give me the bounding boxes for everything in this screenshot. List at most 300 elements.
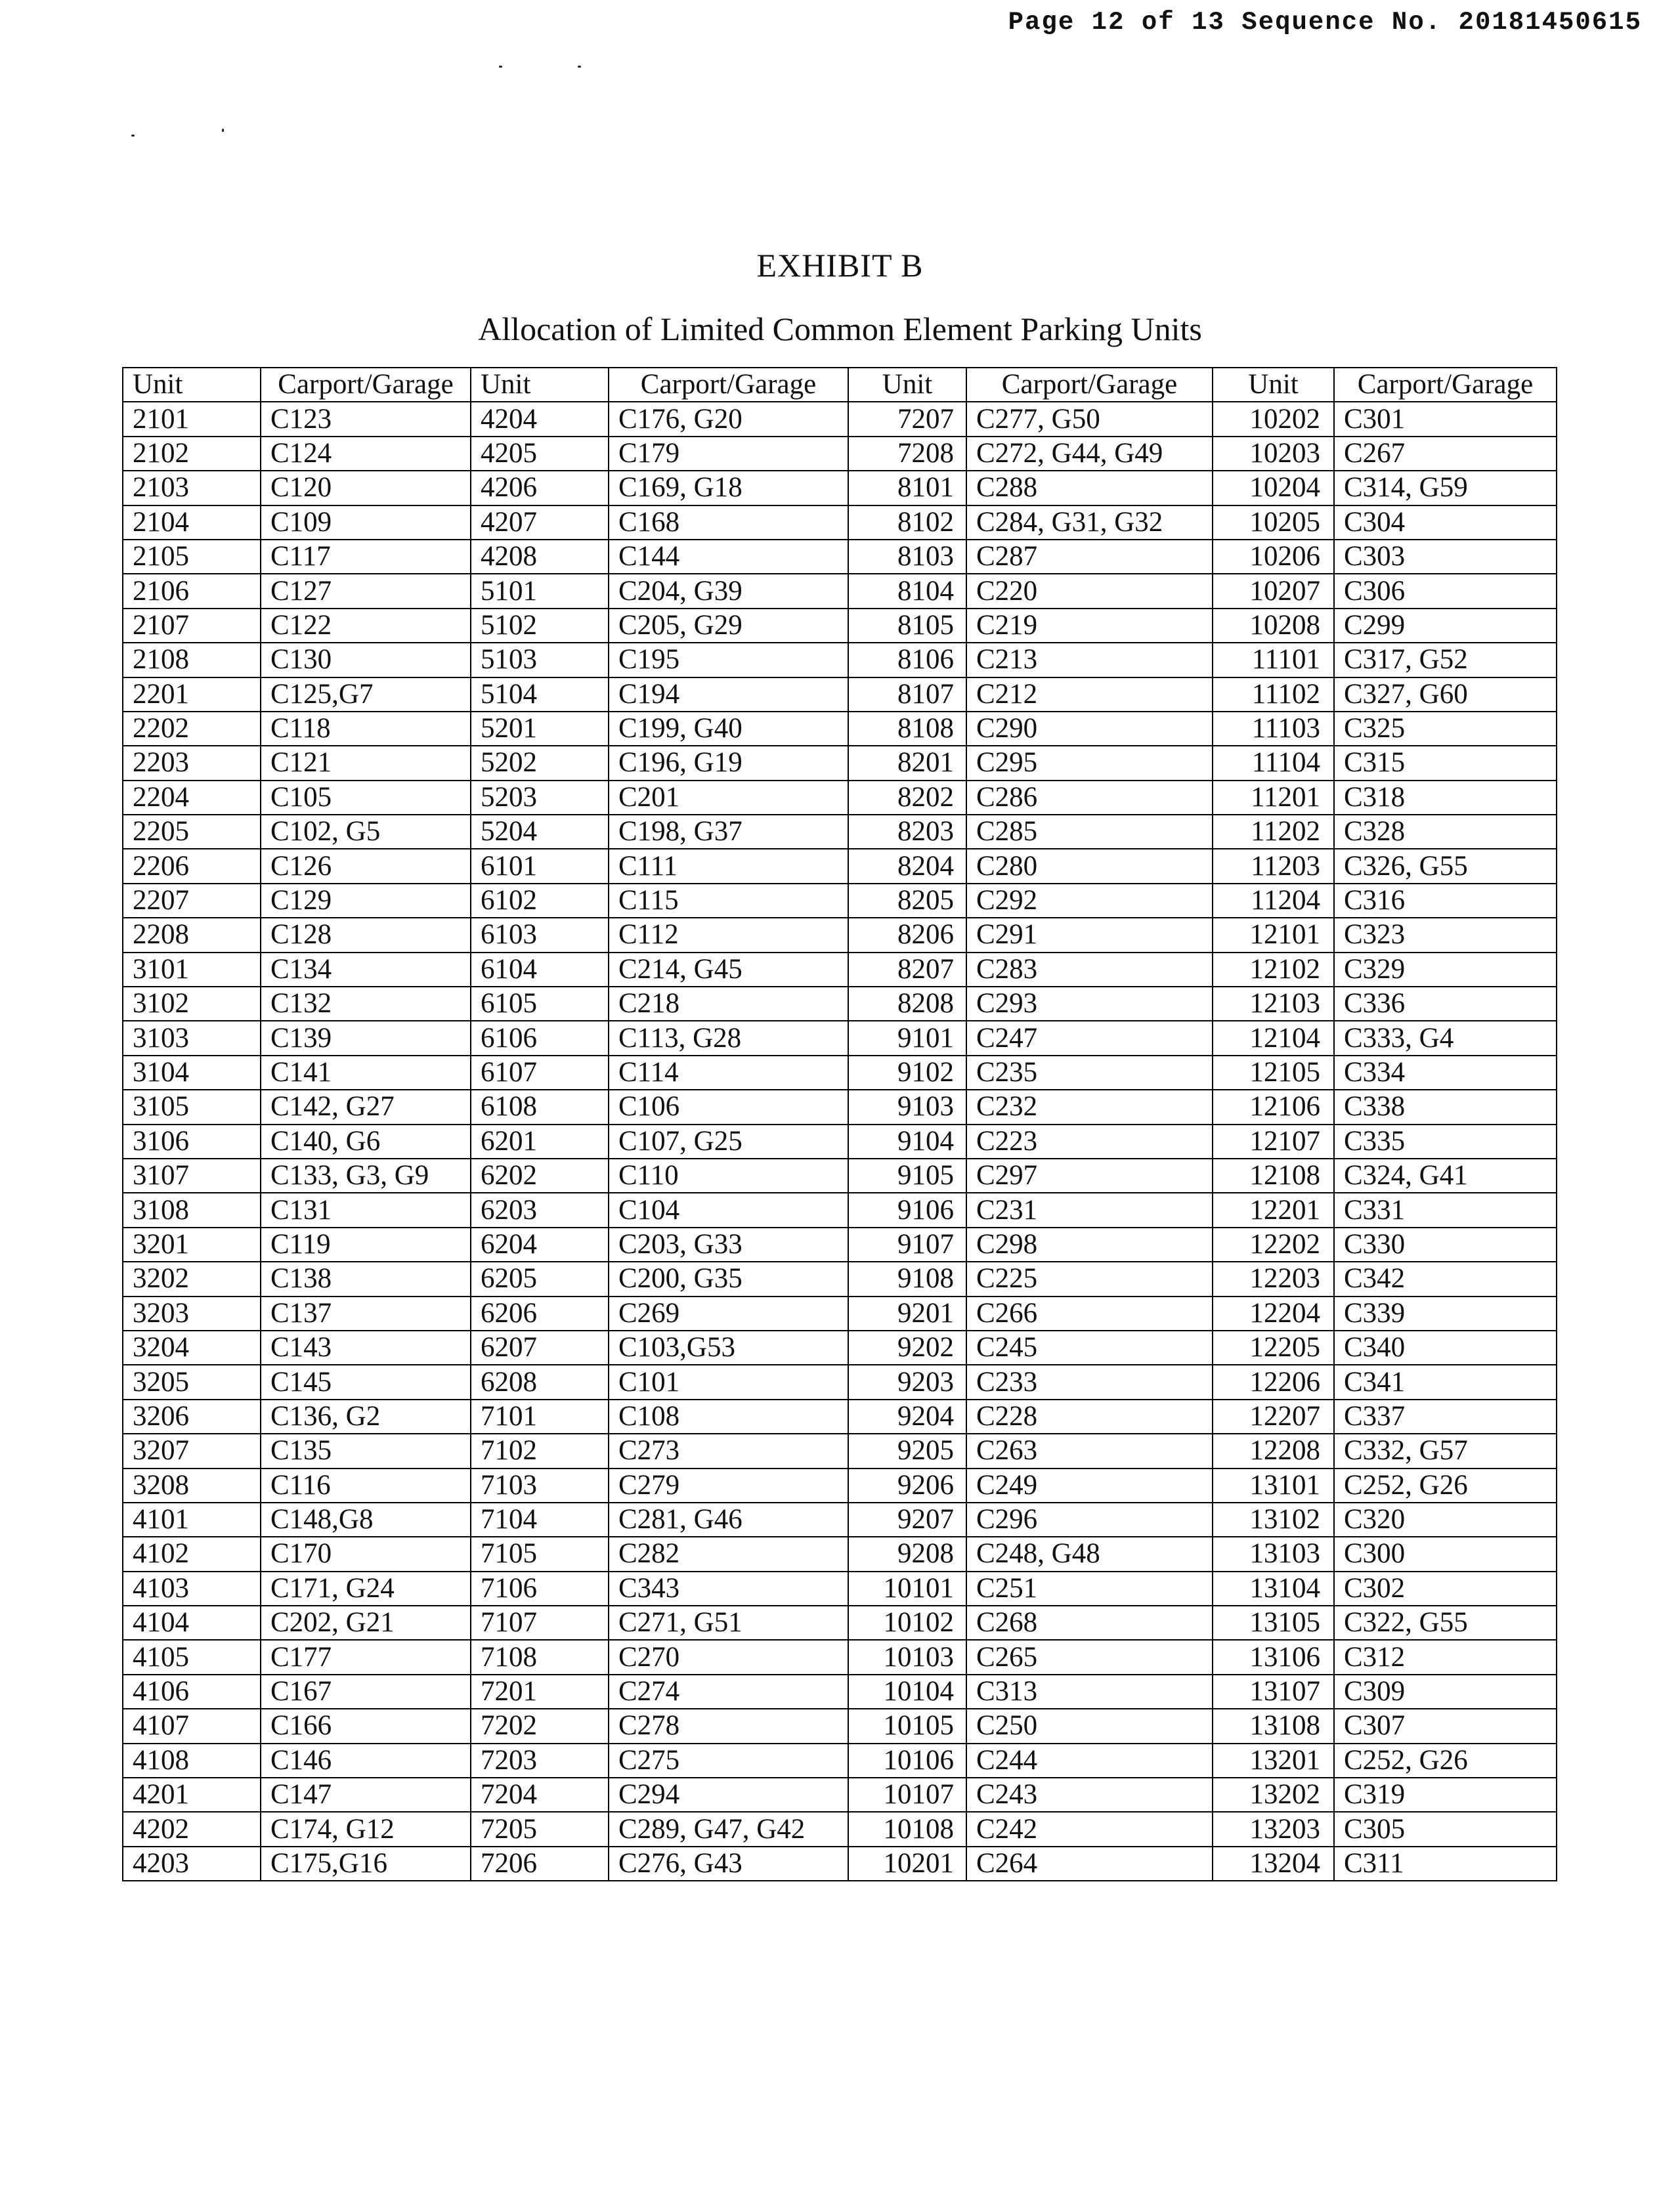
carport-garage-cell: C196, G19 xyxy=(609,746,848,780)
table-row xyxy=(123,849,1557,883)
unit-cell: 2207 xyxy=(123,884,261,918)
unit-cell: 7102 xyxy=(471,1434,609,1468)
unit-cell: 8105 xyxy=(848,609,966,643)
unit-cell: 4105 xyxy=(123,1640,261,1674)
carport-garage-cell: C105 xyxy=(261,781,471,815)
unit-cell: 10104 xyxy=(848,1675,966,1709)
table-row xyxy=(123,677,1557,712)
carport-garage-cell: C231 xyxy=(966,1193,1213,1227)
unit-cell: 3202 xyxy=(123,1262,261,1296)
carport-garage-cell: C123 xyxy=(261,402,471,436)
carport-garage-cell: C167 xyxy=(261,1675,471,1709)
unit-cell: 9107 xyxy=(848,1228,966,1262)
carport-garage-cell: C136, G2 xyxy=(261,1400,471,1434)
carport-garage-cell: C199, G40 xyxy=(609,712,848,746)
unit-cell: 10103 xyxy=(848,1640,966,1674)
table-row xyxy=(123,1159,1557,1193)
unit-cell: 7208 xyxy=(848,437,966,471)
table-row xyxy=(123,1709,1557,1743)
carport-garage-cell: C342 xyxy=(1334,1262,1557,1296)
carport-garage-cell: C267 xyxy=(1334,437,1557,471)
table-header-row xyxy=(123,368,1557,402)
carport-garage-cell: C295 xyxy=(966,746,1213,780)
scan-speck xyxy=(222,129,224,132)
unit-cell: 5203 xyxy=(471,781,609,815)
unit-cell: 3201 xyxy=(123,1228,261,1262)
unit-cell: 3103 xyxy=(123,1021,261,1055)
carport-garage-cell: C317, G52 xyxy=(1334,643,1557,677)
carport-garage-cell: C144 xyxy=(609,540,848,574)
exhibit-subtitle: Allocation of Limited Common Element Parking Units xyxy=(478,311,1202,347)
carport-garage-cell: C335 xyxy=(1334,1125,1557,1159)
carport-garage-cell: C299 xyxy=(1334,609,1557,643)
unit-cell: 3104 xyxy=(123,1056,261,1090)
carport-garage-cell: C315 xyxy=(1334,746,1557,780)
unit-cell: 12207 xyxy=(1213,1400,1334,1434)
unit-cell: 7206 xyxy=(471,1847,609,1881)
unit-cell: 10208 xyxy=(1213,609,1334,643)
unit-cell: 6107 xyxy=(471,1056,609,1090)
carport-garage-cell: C341 xyxy=(1334,1365,1557,1399)
unit-cell: 8204 xyxy=(848,849,966,883)
carport-garage-cell: C330 xyxy=(1334,1228,1557,1262)
carport-garage-cell: C265 xyxy=(966,1640,1213,1674)
table-row xyxy=(123,953,1557,987)
carport-garage-cell: C139 xyxy=(261,1021,471,1055)
carport-garage-cell: C325 xyxy=(1334,712,1557,746)
carport-garage-cell: C338 xyxy=(1334,1090,1557,1124)
carport-garage-cell: C119 xyxy=(261,1228,471,1262)
scan-speck xyxy=(131,135,135,137)
unit-cell: 8203 xyxy=(848,815,966,849)
carport-garage-cell: C121 xyxy=(261,746,471,780)
carport-garage-cell: C232 xyxy=(966,1090,1213,1124)
table-row xyxy=(123,1125,1557,1159)
unit-cell: 3106 xyxy=(123,1125,261,1159)
carport-garage-cell: C214, G45 xyxy=(609,953,848,987)
carport-garage-cell: C213 xyxy=(966,643,1213,677)
carport-garage-cell: C311 xyxy=(1334,1847,1557,1881)
unit-cell: 13103 xyxy=(1213,1537,1334,1571)
carport-garage-cell: C263 xyxy=(966,1434,1213,1468)
table-row xyxy=(123,1365,1557,1399)
unit-cell: 9103 xyxy=(848,1090,966,1124)
unit-cell: 9204 xyxy=(848,1400,966,1434)
carport-garage-cell: C171, G24 xyxy=(261,1572,471,1606)
carport-garage-cell: C101 xyxy=(609,1365,848,1399)
carport-garage-cell: C142, G27 xyxy=(261,1090,471,1124)
carport-garage-cell: C147 xyxy=(261,1778,471,1812)
carport-garage-cell: C112 xyxy=(609,918,848,952)
carport-garage-cell: C143 xyxy=(261,1331,471,1365)
carport-garage-cell: C235 xyxy=(966,1056,1213,1090)
unit-cell: 13108 xyxy=(1213,1709,1334,1743)
carport-garage-cell: C269 xyxy=(609,1297,848,1331)
carport-garage-cell: C300 xyxy=(1334,1537,1557,1571)
carport-garage-cell: C290 xyxy=(966,712,1213,746)
unit-cell: 6102 xyxy=(471,884,609,918)
unit-cell: 13202 xyxy=(1213,1778,1334,1812)
carport-garage-cell: C124 xyxy=(261,437,471,471)
table-row xyxy=(123,712,1557,746)
table-row xyxy=(123,1262,1557,1296)
table-row xyxy=(123,1434,1557,1468)
table-row xyxy=(123,1021,1557,1055)
unit-cell: 8201 xyxy=(848,746,966,780)
table-row xyxy=(123,1469,1557,1503)
carport-garage-cell: C298 xyxy=(966,1228,1213,1262)
carport-garage-cell: C282 xyxy=(609,1537,848,1571)
unit-cell: 12105 xyxy=(1213,1056,1334,1090)
carport-garage-cell: C104 xyxy=(609,1193,848,1227)
unit-cell: 9101 xyxy=(848,1021,966,1055)
carport-garage-cell: C333, G4 xyxy=(1334,1021,1557,1055)
carport-garage-cell: C195 xyxy=(609,643,848,677)
unit-cell: 7101 xyxy=(471,1400,609,1434)
unit-cell: 4104 xyxy=(123,1606,261,1640)
unit-cell: 13201 xyxy=(1213,1744,1334,1778)
unit-cell: 9207 xyxy=(848,1503,966,1537)
table-row xyxy=(123,1228,1557,1262)
unit-cell: 11203 xyxy=(1213,849,1334,883)
unit-cell: 9105 xyxy=(848,1159,966,1193)
carport-garage-cell: C249 xyxy=(966,1469,1213,1503)
unit-cell: 6101 xyxy=(471,849,609,883)
carport-garage-cell: C223 xyxy=(966,1125,1213,1159)
carport-garage-cell: C283 xyxy=(966,953,1213,987)
carport-garage-cell: C329 xyxy=(1334,953,1557,987)
unit-cell: 11102 xyxy=(1213,677,1334,712)
carport-garage-cell: C272, G44, G49 xyxy=(966,437,1213,471)
carport-garage-cell: C328 xyxy=(1334,815,1557,849)
unit-cell: 9106 xyxy=(848,1193,966,1227)
table-row xyxy=(123,643,1557,677)
unit-cell: 13101 xyxy=(1213,1469,1334,1503)
unit-cell: 4207 xyxy=(471,505,609,540)
carport-garage-cell: C302 xyxy=(1334,1572,1557,1606)
table-row xyxy=(123,437,1557,471)
table-row xyxy=(123,1090,1557,1124)
table-row xyxy=(123,746,1557,780)
unit-cell: 2203 xyxy=(123,746,261,780)
carport-garage-cell: C331 xyxy=(1334,1193,1557,1227)
unit-cell: 11201 xyxy=(1213,781,1334,815)
carport-garage-cell: C122 xyxy=(261,609,471,643)
carport-garage-cell: C324, G41 xyxy=(1334,1159,1557,1193)
unit-cell: 4205 xyxy=(471,437,609,471)
table-row xyxy=(123,1847,1557,1881)
unit-cell: 3207 xyxy=(123,1434,261,1468)
carport-garage-cell: C205, G29 xyxy=(609,609,848,643)
carport-garage-cell: C116 xyxy=(261,1469,471,1503)
unit-cell: 6105 xyxy=(471,987,609,1021)
unit-cell: 11204 xyxy=(1213,884,1334,918)
unit-cell: 3203 xyxy=(123,1297,261,1331)
carport-garage-cell: C252, G26 xyxy=(1334,1744,1557,1778)
carport-garage-cell: C245 xyxy=(966,1331,1213,1365)
unit-cell: 4206 xyxy=(471,471,609,505)
unit-cell: 2206 xyxy=(123,849,261,883)
column-header: Unit xyxy=(471,368,609,402)
carport-garage-cell: C203, G33 xyxy=(609,1228,848,1262)
table-row xyxy=(123,1675,1557,1709)
table-row xyxy=(123,1606,1557,1640)
carport-garage-cell: C175,G16 xyxy=(261,1847,471,1881)
carport-garage-cell: C292 xyxy=(966,884,1213,918)
carport-garage-cell: C313 xyxy=(966,1675,1213,1709)
carport-garage-cell: C113, G28 xyxy=(609,1021,848,1055)
unit-cell: 2103 xyxy=(123,471,261,505)
column-header: Carport/Garage xyxy=(1334,368,1557,402)
table-row xyxy=(123,1503,1557,1537)
unit-cell: 2201 xyxy=(123,677,261,712)
carport-garage-cell: C177 xyxy=(261,1640,471,1674)
unit-cell: 8207 xyxy=(848,953,966,987)
unit-cell: 6205 xyxy=(471,1262,609,1296)
unit-cell: 8108 xyxy=(848,712,966,746)
carport-garage-cell: C134 xyxy=(261,953,471,987)
carport-garage-cell: C268 xyxy=(966,1606,1213,1640)
unit-cell: 10205 xyxy=(1213,505,1334,540)
column-header: Unit xyxy=(123,368,261,402)
unit-cell: 5102 xyxy=(471,609,609,643)
carport-garage-cell: C131 xyxy=(261,1193,471,1227)
carport-garage-cell: C270 xyxy=(609,1640,848,1674)
carport-garage-cell: C288 xyxy=(966,471,1213,505)
carport-garage-cell: C114 xyxy=(609,1056,848,1090)
carport-garage-cell: C326, G55 xyxy=(1334,849,1557,883)
unit-cell: 10108 xyxy=(848,1812,966,1846)
carport-garage-cell: C106 xyxy=(609,1090,848,1124)
carport-garage-cell: C301 xyxy=(1334,402,1557,436)
column-header: Unit xyxy=(848,368,966,402)
table-row xyxy=(123,540,1557,574)
unit-cell: 8208 xyxy=(848,987,966,1021)
unit-cell: 12108 xyxy=(1213,1159,1334,1193)
unit-cell: 9206 xyxy=(848,1469,966,1503)
carport-garage-cell: C108 xyxy=(609,1400,848,1434)
unit-cell: 7203 xyxy=(471,1744,609,1778)
unit-cell: 10201 xyxy=(848,1847,966,1881)
carport-garage-cell: C204, G39 xyxy=(609,574,848,608)
carport-garage-cell: C304 xyxy=(1334,505,1557,540)
unit-cell: 12205 xyxy=(1213,1331,1334,1365)
carport-garage-cell: C294 xyxy=(609,1778,848,1812)
unit-cell: 13204 xyxy=(1213,1847,1334,1881)
carport-garage-cell: C126 xyxy=(261,849,471,883)
unit-cell: 7103 xyxy=(471,1469,609,1503)
unit-cell: 9108 xyxy=(848,1262,966,1296)
carport-garage-cell: C284, G31, G32 xyxy=(966,505,1213,540)
unit-cell: 4204 xyxy=(471,402,609,436)
unit-cell: 3107 xyxy=(123,1159,261,1193)
unit-cell: 4208 xyxy=(471,540,609,574)
unit-cell: 4106 xyxy=(123,1675,261,1709)
column-header: Carport/Garage xyxy=(966,368,1213,402)
table-row xyxy=(123,1056,1557,1090)
carport-garage-cell: C285 xyxy=(966,815,1213,849)
unit-cell: 13106 xyxy=(1213,1640,1334,1674)
carport-garage-cell: C247 xyxy=(966,1021,1213,1055)
carport-garage-cell: C273 xyxy=(609,1434,848,1468)
carport-garage-cell: C110 xyxy=(609,1159,848,1193)
carport-garage-cell: C128 xyxy=(261,918,471,952)
scan-speck xyxy=(499,66,502,68)
carport-garage-cell: C305 xyxy=(1334,1812,1557,1846)
unit-cell: 3105 xyxy=(123,1090,261,1124)
carport-garage-cell: C293 xyxy=(966,987,1213,1021)
table-row xyxy=(123,1812,1557,1846)
table-row xyxy=(123,1572,1557,1606)
carport-garage-cell: C107, G25 xyxy=(609,1125,848,1159)
carport-garage-cell: C132 xyxy=(261,987,471,1021)
unit-cell: 3204 xyxy=(123,1331,261,1365)
carport-garage-cell: C194 xyxy=(609,677,848,712)
carport-garage-cell: C318 xyxy=(1334,781,1557,815)
carport-garage-cell: C248, G48 xyxy=(966,1537,1213,1571)
unit-cell: 3102 xyxy=(123,987,261,1021)
carport-garage-cell: C286 xyxy=(966,781,1213,815)
unit-cell: 7207 xyxy=(848,402,966,436)
unit-cell: 8206 xyxy=(848,918,966,952)
carport-garage-cell: C316 xyxy=(1334,884,1557,918)
unit-cell: 13105 xyxy=(1213,1606,1334,1640)
carport-garage-cell: C291 xyxy=(966,918,1213,952)
unit-cell: 5104 xyxy=(471,677,609,712)
carport-garage-cell: C337 xyxy=(1334,1400,1557,1434)
carport-garage-cell: C242 xyxy=(966,1812,1213,1846)
carport-garage-cell: C320 xyxy=(1334,1503,1557,1537)
unit-cell: 4203 xyxy=(123,1847,261,1881)
carport-garage-cell: C264 xyxy=(966,1847,1213,1881)
unit-cell: 4103 xyxy=(123,1572,261,1606)
table-row xyxy=(123,1640,1557,1674)
unit-cell: 8106 xyxy=(848,643,966,677)
carport-garage-cell: C120 xyxy=(261,471,471,505)
unit-cell: 2104 xyxy=(123,505,261,540)
unit-cell: 12204 xyxy=(1213,1297,1334,1331)
carport-garage-cell: C111 xyxy=(609,849,848,883)
unit-cell: 2101 xyxy=(123,402,261,436)
table-row xyxy=(123,609,1557,643)
unit-cell: 10203 xyxy=(1213,437,1334,471)
unit-cell: 8102 xyxy=(848,505,966,540)
carport-garage-cell: C168 xyxy=(609,505,848,540)
carport-garage-cell: C220 xyxy=(966,574,1213,608)
carport-garage-cell: C332, G57 xyxy=(1334,1434,1557,1468)
unit-cell: 7205 xyxy=(471,1812,609,1846)
carport-garage-cell: C309 xyxy=(1334,1675,1557,1709)
unit-cell: 4101 xyxy=(123,1503,261,1537)
carport-garage-cell: C102, G5 xyxy=(261,815,471,849)
unit-cell: 6208 xyxy=(471,1365,609,1399)
unit-cell: 9104 xyxy=(848,1125,966,1159)
table-row xyxy=(123,1744,1557,1778)
carport-garage-cell: C327, G60 xyxy=(1334,677,1557,712)
unit-cell: 10101 xyxy=(848,1572,966,1606)
unit-cell: 2102 xyxy=(123,437,261,471)
table-body xyxy=(123,402,1557,1881)
unit-cell: 11104 xyxy=(1213,746,1334,780)
unit-cell: 4102 xyxy=(123,1537,261,1571)
table-row xyxy=(123,471,1557,505)
exhibit-title: EXHIBIT B xyxy=(756,247,924,284)
unit-cell: 3101 xyxy=(123,953,261,987)
carport-garage-cell: C129 xyxy=(261,884,471,918)
unit-cell: 5201 xyxy=(471,712,609,746)
carport-garage-cell: C202, G21 xyxy=(261,1606,471,1640)
carport-garage-cell: C133, G3, G9 xyxy=(261,1159,471,1193)
carport-garage-cell: C274 xyxy=(609,1675,848,1709)
unit-cell: 3205 xyxy=(123,1365,261,1399)
unit-cell: 8103 xyxy=(848,540,966,574)
unit-cell: 9205 xyxy=(848,1434,966,1468)
carport-garage-cell: C340 xyxy=(1334,1331,1557,1365)
unit-cell: 10102 xyxy=(848,1606,966,1640)
carport-garage-cell: C289, G47, G42 xyxy=(609,1812,848,1846)
carport-garage-cell: C334 xyxy=(1334,1056,1557,1090)
unit-cell: 12106 xyxy=(1213,1090,1334,1124)
unit-cell: 10106 xyxy=(848,1744,966,1778)
carport-garage-cell: C251 xyxy=(966,1572,1213,1606)
column-header: Carport/Garage xyxy=(261,368,471,402)
column-header: Unit xyxy=(1213,368,1334,402)
carport-garage-cell: C307 xyxy=(1334,1709,1557,1743)
scan-speck xyxy=(578,66,581,68)
page-sequence-header: Page 12 of 13 Sequence No. 20181450615 xyxy=(1008,8,1642,37)
unit-cell: 13203 xyxy=(1213,1812,1334,1846)
unit-cell: 10207 xyxy=(1213,574,1334,608)
carport-garage-cell: C343 xyxy=(609,1572,848,1606)
carport-garage-cell: C297 xyxy=(966,1159,1213,1193)
column-header: Carport/Garage xyxy=(609,368,848,402)
unit-cell: 6108 xyxy=(471,1090,609,1124)
unit-cell: 2108 xyxy=(123,643,261,677)
unit-cell: 6203 xyxy=(471,1193,609,1227)
parking-allocation-table xyxy=(122,367,1557,1881)
unit-cell: 7107 xyxy=(471,1606,609,1640)
table-row xyxy=(123,1193,1557,1227)
unit-cell: 12202 xyxy=(1213,1228,1334,1262)
carport-garage-cell: C271, G51 xyxy=(609,1606,848,1640)
unit-cell: 9208 xyxy=(848,1537,966,1571)
carport-garage-cell: C312 xyxy=(1334,1640,1557,1674)
carport-garage-cell: C314, G59 xyxy=(1334,471,1557,505)
unit-cell: 12104 xyxy=(1213,1021,1334,1055)
unit-cell: 12102 xyxy=(1213,953,1334,987)
carport-garage-cell: C174, G12 xyxy=(261,1812,471,1846)
unit-cell: 8101 xyxy=(848,471,966,505)
carport-garage-cell: C218 xyxy=(609,987,848,1021)
unit-cell: 5103 xyxy=(471,643,609,677)
unit-cell: 4201 xyxy=(123,1778,261,1812)
table-row xyxy=(123,987,1557,1021)
table-row xyxy=(123,815,1557,849)
table-row xyxy=(123,1297,1557,1331)
unit-cell: 13102 xyxy=(1213,1503,1334,1537)
table-row xyxy=(123,1537,1557,1571)
unit-cell: 8104 xyxy=(848,574,966,608)
unit-cell: 6204 xyxy=(471,1228,609,1262)
carport-garage-cell: C138 xyxy=(261,1262,471,1296)
carport-garage-cell: C179 xyxy=(609,437,848,471)
table-row xyxy=(123,1778,1557,1812)
carport-garage-cell: C170 xyxy=(261,1537,471,1571)
carport-garage-cell: C169, G18 xyxy=(609,471,848,505)
unit-cell: 2205 xyxy=(123,815,261,849)
unit-cell: 3208 xyxy=(123,1469,261,1503)
unit-cell: 12107 xyxy=(1213,1125,1334,1159)
